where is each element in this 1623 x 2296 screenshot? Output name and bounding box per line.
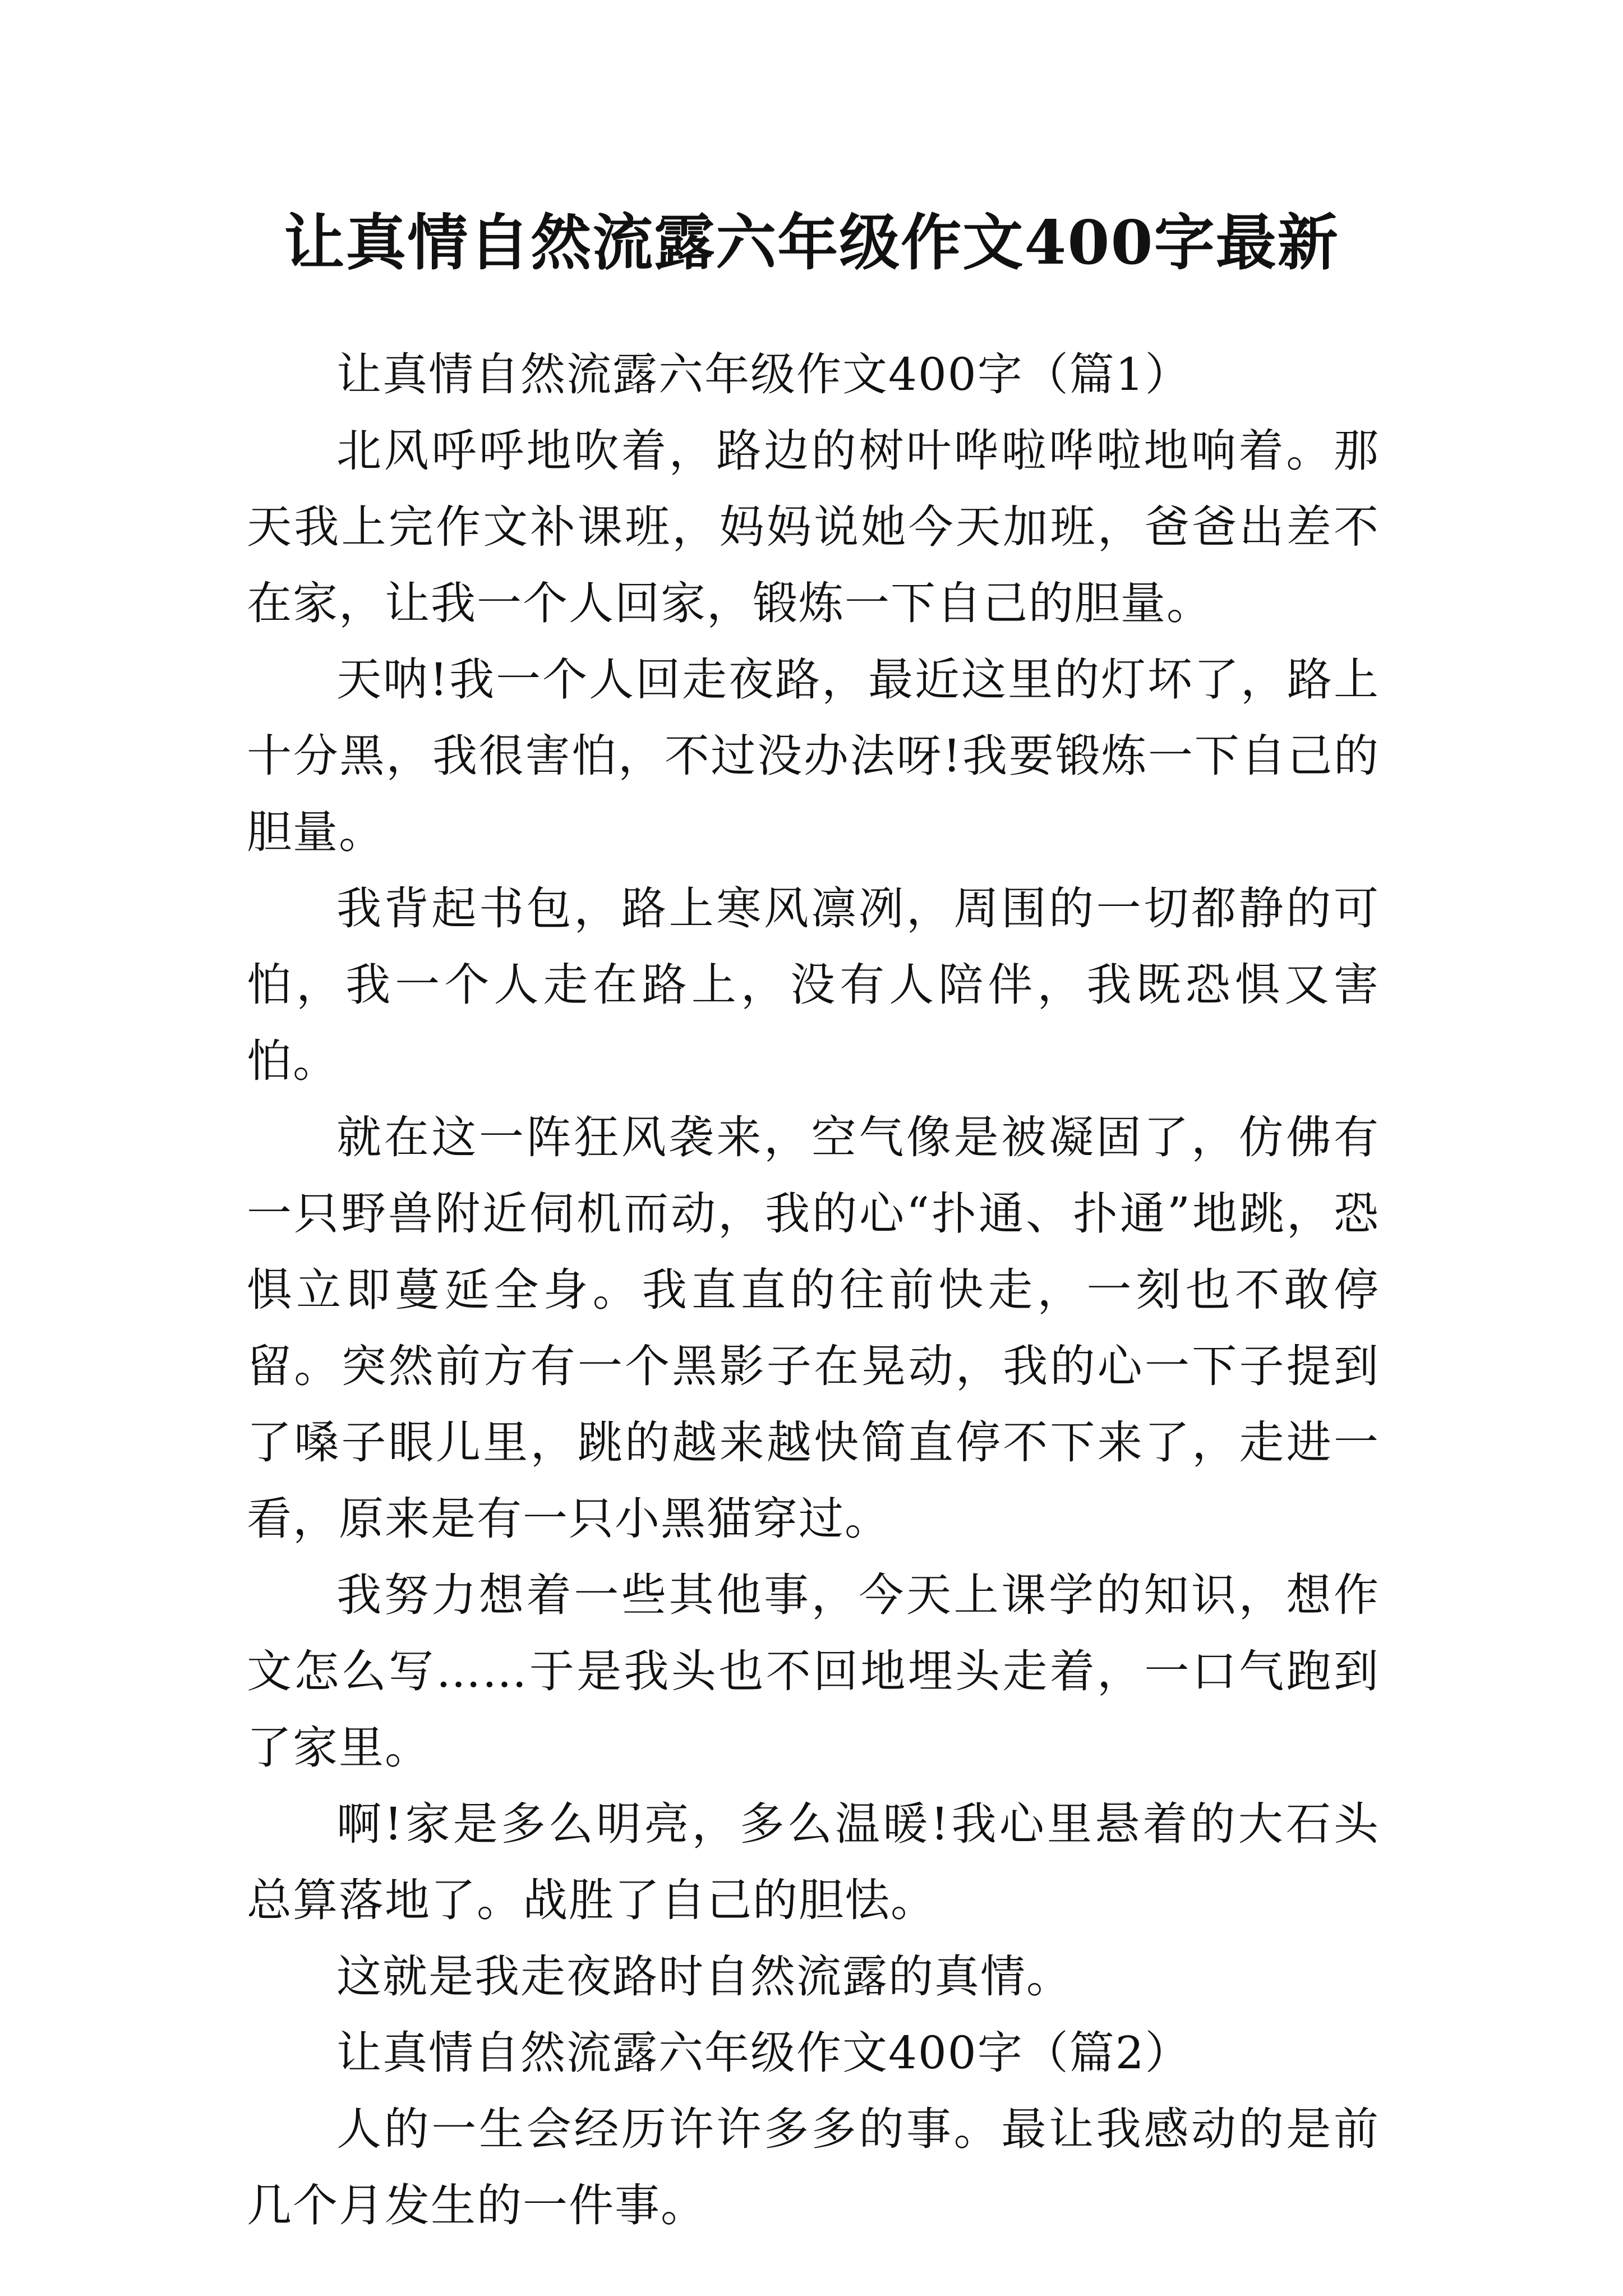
section-heading-1: 让真情自然流露六年级作文400字（篇1） [336,348,1191,401]
paragraph: 就在这一阵狂风袭来，空气像是被凝固了，仿佛有一只野兽附近伺机而动，我的心“扑通、扑通”地跳，恐惧立即蔓延全身。我直直的往前快走，一刻也不敢停留。突然前方有一个黑影子在晃动，我的心一下子提到了嗓子眼儿里，跳的越来越快简直停不下来了，走进一看，原来是有一只小黑猫穿过。 [247,1111,1380,1545]
section-heading-2: 让真情自然流露六年级作文400字（篇2） [336,2027,1191,2079]
paragraph: 我背起书包，路上寒风凛冽，周围的一切都静的可怕，我一个人走在路上，没有人陪伴，我既恐惧又害怕。 [247,882,1380,1087]
paragraph: 啊!家是多么明亮，多么温暖!我心里悬着的大石头总算落地了。战胜了自己的胆怯。 [247,1798,1380,1926]
document-body [247,337,1380,2244]
paragraph: 这就是我走夜路时自然流露的真情。 [336,1950,1072,2003]
document-title: 让真情自然流露六年级作文400字最新 [284,208,1339,278]
paragraph: 人的一生会经历许许多多的事。最让我感动的是前几个月发生的一件事。 [247,2103,1380,2231]
paragraph: 天呐!我一个人回走夜路，最近这里的灯坏了，路上十分黑，我很害怕，不过没办法呀!我要锻炼一下自己的胆量。 [247,654,1380,858]
paragraph: 我努力想着一些其他事，今天上课学的知识，想作文怎么写……于是我头也不回地埋头走着，一口气跑到了家里。 [247,1569,1380,1774]
paragraph: 北风呼呼地吹着，路边的树叶哗啦哗啦地响着。那天我上完作文补课班，妈妈说她今天加班，爸爸出差不在家，让我一个人回家，锻炼一下自己的胆量。 [247,425,1380,629]
